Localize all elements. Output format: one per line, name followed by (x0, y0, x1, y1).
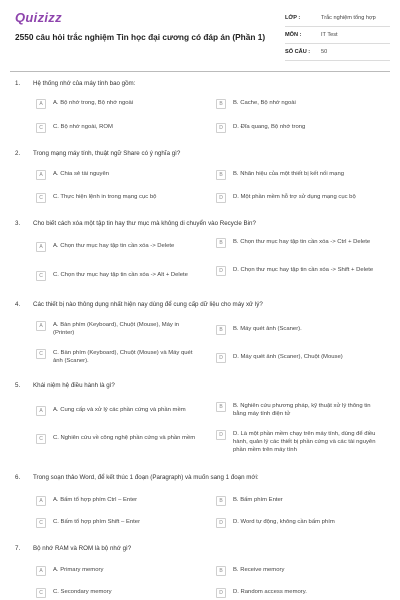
option-c[interactable] (36, 518, 201, 528)
meta-row-class (285, 10, 390, 27)
meta-label: SỐ CÂU : (285, 49, 311, 55)
question-text: Cho biết cách xóa một tập tin hay thư mục mà không di chuyển vào Recycle Bin? (33, 220, 256, 227)
question-number: 1. (15, 80, 21, 87)
meta-label: LỚP : (285, 15, 301, 21)
option-letter-box: C (36, 588, 46, 598)
worksheet-header (0, 0, 400, 62)
option-d[interactable] (216, 353, 381, 363)
option-text: B. Nhãn hiệu của một thiết bị kết nối mạng (233, 171, 345, 177)
option-d[interactable] (216, 123, 381, 133)
option-text: B. Bấm phím Enter (233, 497, 283, 503)
option-text: D. Máy quét ảnh (Scaner), Chuột (Mouse) (233, 354, 343, 360)
option-text: A. Chọn thư mục hay tập tin cần xóa -> Delete (53, 243, 175, 249)
option-letter-box: B (216, 238, 226, 248)
option-letter-box: D (216, 193, 226, 203)
question-number: 5. (15, 382, 21, 389)
option-b[interactable] (216, 99, 381, 109)
option-c[interactable] (36, 588, 201, 598)
option-letter-box: A (36, 170, 46, 180)
option-letter-box: D (216, 266, 226, 276)
option-letter-box: C (36, 518, 46, 528)
option-text: B. Chọn thư mục hay tập tin cần xóa -> Ctrl + Delete (233, 239, 371, 245)
option-text: B. Nghiên cứu phương pháp, kỹ thuật xử lý thông tin bằng máy tính điện tử (233, 403, 371, 417)
option-letter-box: C (36, 434, 46, 444)
question-text: Các thiết bị nào thông dụng nhất hiện nay dùng để cung cấp dữ liệu cho máy xử lý? (33, 301, 263, 308)
option-text: D. Random access memory. (233, 589, 307, 595)
question-text: Khái niệm hệ điều hành là gì? (33, 382, 115, 389)
question-number: 4. (15, 301, 21, 308)
option-b[interactable] (216, 496, 381, 506)
option-c[interactable] (36, 271, 201, 281)
meta-label: MÔN : (285, 32, 302, 38)
option-letter-box: B (216, 566, 226, 576)
question-number: 3. (15, 220, 21, 227)
option-c[interactable] (36, 349, 201, 365)
option-letter-box: A (36, 566, 46, 576)
option-text: D. Đĩa quang, Bộ nhớ trong (233, 124, 306, 130)
question-number: 6. (15, 474, 21, 481)
option-letter-box: C (36, 349, 46, 359)
option-a[interactable] (36, 406, 201, 416)
question-text: Hệ thống nhớ của máy tính bao gồm: (33, 80, 136, 87)
option-text: D. Word tự động, không cần bấm phím (233, 519, 335, 525)
option-letter-box: B (216, 170, 226, 180)
option-b[interactable] (216, 566, 381, 576)
option-letter-box: C (36, 193, 46, 203)
meta-row-count (285, 44, 390, 61)
option-a[interactable] (36, 496, 201, 506)
question-text: Trong mạng máy tính, thuật ngữ Share có ý nghĩa gì? (33, 150, 181, 157)
meta-row-subject (285, 27, 390, 44)
option-letter-box: D (216, 518, 226, 528)
option-letter-box: A (36, 242, 46, 252)
option-text: C. Secondary memory (53, 589, 112, 595)
option-text: D. Là một phần mềm chạy trên máy tính, dùng để điều hành, quản lý các thiết bị phần cứng và các tài nguyên phần mềm trên máy tính (233, 431, 376, 453)
question-text: Trong soạn thảo Word, để kết thúc 1 đoạn (Paragraph) và muốn sang 1 đoạn mới: (33, 474, 259, 481)
option-letter-box: B (216, 496, 226, 506)
worksheet-title: 2550 câu hỏi trắc nghiệm Tin học đại cương có đáp án (Phần 1) (15, 32, 266, 42)
option-c[interactable] (36, 123, 201, 133)
option-letter-box: B (216, 325, 226, 335)
option-d[interactable] (216, 588, 381, 598)
option-a[interactable] (36, 321, 201, 337)
question-text: Bộ nhớ RAM và ROM là bộ nhớ gì? (33, 545, 132, 552)
meta-value: Trắc nghiệm tổng hợp (321, 15, 376, 21)
option-letter-box: B (216, 402, 226, 412)
option-a[interactable] (36, 566, 201, 576)
option-text: B. Receive memory (233, 567, 285, 573)
option-text: A. Cung cấp và xử lý các phần cứng và phần mềm (53, 407, 186, 413)
option-text: C. Bấm tổ hợp phím Shift – Enter (53, 519, 141, 525)
option-letter-box: A (36, 406, 46, 416)
option-a[interactable] (36, 170, 201, 180)
option-text: A. Bàn phím (Keyboard), Chuột (Mouse), Máy in (Printer) (53, 322, 180, 336)
option-letter-box: D (216, 123, 226, 133)
option-c[interactable] (36, 193, 201, 203)
option-text: A. Primary memory (53, 567, 104, 573)
option-d[interactable] (216, 430, 381, 454)
header-divider (10, 71, 390, 72)
option-b[interactable] (216, 170, 381, 180)
option-d[interactable] (216, 266, 381, 276)
option-b[interactable] (216, 238, 381, 248)
option-text: C. Chọn thư mục hay tập tin cần xóa -> Alt + Delete (53, 272, 188, 278)
option-letter-box: D (216, 588, 226, 598)
option-text: C. Bộ nhớ ngoài, ROM (53, 124, 113, 130)
option-letter-box: B (216, 99, 226, 109)
option-c[interactable] (36, 434, 201, 444)
option-text: C. Thực hiện lệnh in trong mạng cục bộ (53, 194, 157, 200)
option-a[interactable] (36, 99, 201, 109)
option-letter-box: C (36, 271, 46, 281)
option-b[interactable] (216, 402, 381, 418)
option-text: A. Chia sẻ tài nguyên (53, 171, 109, 177)
worksheet-meta (285, 10, 390, 61)
option-letter-box: D (216, 430, 226, 440)
option-text: D. Một phần mềm hỗ trợ sử dụng mạng cục bộ (233, 194, 356, 200)
option-text: A. Bộ nhớ trong, Bộ nhớ ngoài (53, 100, 134, 106)
meta-value: 50 (321, 49, 328, 55)
option-text: B. Máy quét ảnh (Scaner). (233, 326, 302, 332)
option-d[interactable] (216, 518, 381, 528)
option-text: C. Nghiên cứu về công nghệ phần cứng và phần mềm (53, 435, 196, 441)
question-number: 7. (15, 545, 21, 552)
option-letter-box: A (36, 496, 46, 506)
option-letter-box: A (36, 321, 46, 331)
quizizz-logo: Quizizz (15, 10, 62, 25)
option-letter-box: D (216, 353, 226, 363)
option-letter-box: A (36, 99, 46, 109)
question-number: 2. (15, 150, 21, 157)
option-letter-box: C (36, 123, 46, 133)
option-d[interactable] (216, 193, 381, 203)
option-a[interactable] (36, 242, 201, 252)
option-text: C. Bàn phím (Keyboard), Chuột (Mouse) và Máy quét ảnh (Scaner). (53, 350, 193, 364)
meta-value: IT Test (321, 32, 338, 38)
option-text: A. Bấm tổ hợp phím Ctrl – Enter (53, 497, 138, 503)
option-b[interactable] (216, 325, 381, 335)
option-text: D. Chọn thư mục hay tập tin cần xóa -> Shift + Delete (233, 267, 374, 273)
option-text: B. Cache, Bộ nhớ ngoài (233, 100, 296, 106)
